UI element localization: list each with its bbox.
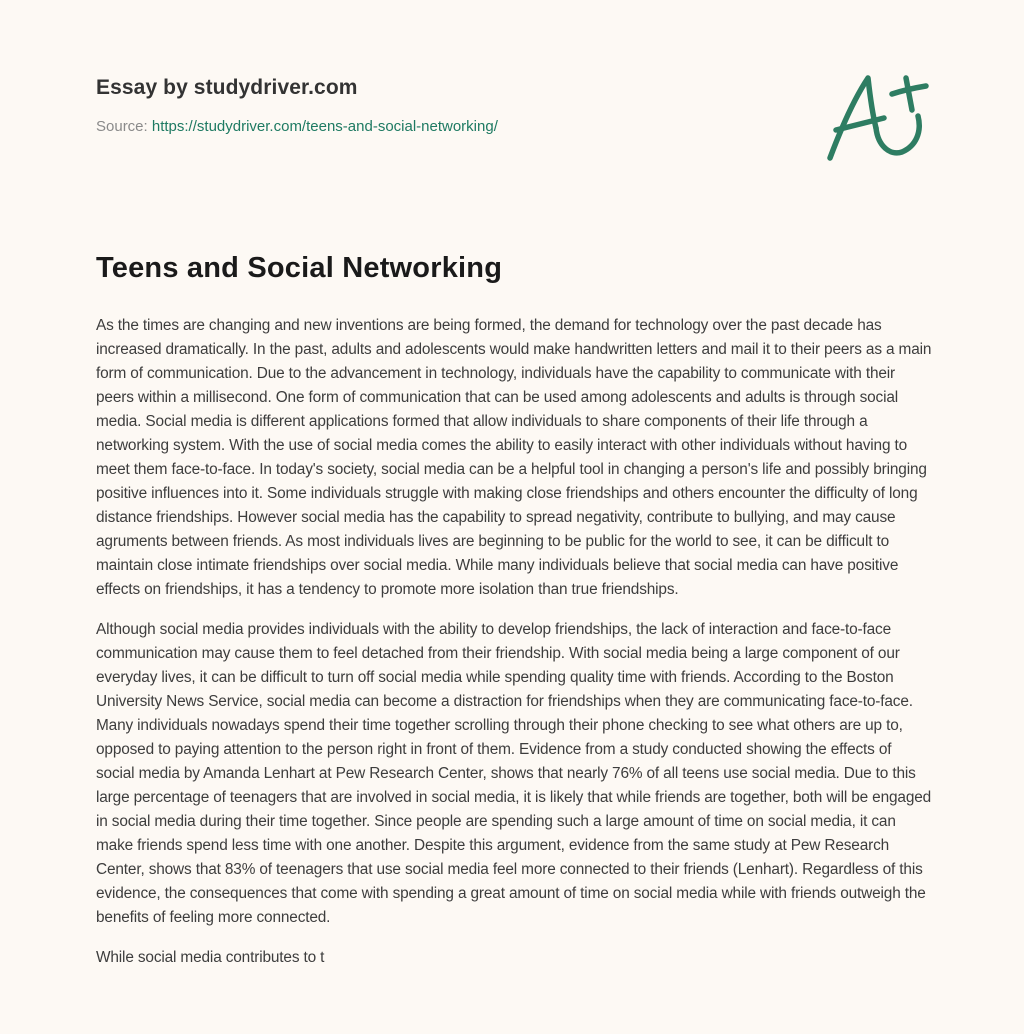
essay-paragraph: As the times are changing and new inventions are being formed, the demand for technology over the past decade has increased dramatically. In the past, adults and adolescents would make handwritten letters and mail it to their peers as a main form of communication. Due to the advancement in technology, individuals have the capability to communicate with their peers within a millisecond. One form of communication that can be used among adolescents and adults is through social media. Social media is different applications formed that allow individuals to share components of their life through a networking system. With the use of social media comes the ability to easily interact with other individuals without having to meet them face-to-face. In today's society, social media can be a helpful tool in changing a person's life and possibly bringing positive influences into it. Some individuals struggle with making close friendships and others encounter the difficulty of long distance friendships. However social media has the capability to spread negativity, contribute to bullying, and may cause agruments between friends. As most individuals lives are beginning to be public for the world to see, it can be difficult to maintain close intimate friendships over social media. While many individuals believe that social media can have positive effects on friendships, it has a tendency to promote more isolation than true friendships. [96,317,932,598]
essay-body [96,314,932,986]
essay-paragraph: Although social media provides individuals with the ability to develop friendships, the lack of interaction and face-to-face communication may cause them to feel detached from their friendship. With social media being a large component of our everyday lives, it can be difficult to turn off social media while spending quality time with friends. According to the Boston University News Service, social media can become a distraction for friendships when they are communicating face-to-face. Many individuals nowadays spend their time together scrolling through their phone checking to see what others are up to, opposed to paying attention to the person right in front of them. Evidence from a study conducted showing the effects of social media by Amanda Lenhart at Pew Research Center, shows that nearly 76% of all teens use social media. Due to this large percentage of teenagers that are involved in social media, it is likely that while friends are together, both will be engaged in social media during their time together. Since people are spending such a large amount of time on social media, it can make friends spend less time with one another. Despite this argument, evidence from the same study at Pew Research Center, shows that 83% of teenagers that use social media feel more connected to their friends (Lenhart). Regardless of this evidence, the consequences that come with spending a great amount of time on social media while with friends outweigh the benefits of feeling more connected. [96,621,932,926]
a-plus-grade-icon [818,66,930,166]
source-label: Source: [96,118,152,135]
source-line [96,118,796,135]
essay-header [96,76,796,135]
site-title: Essay by studydriver.com [96,76,358,99]
essay-title: Teens and Social Networking [96,252,503,284]
essay-paragraph-truncated: While social media contributes to t [96,949,325,966]
source-link[interactable]: https://studydriver.com/teens-and-social-networking/ [151,118,498,135]
